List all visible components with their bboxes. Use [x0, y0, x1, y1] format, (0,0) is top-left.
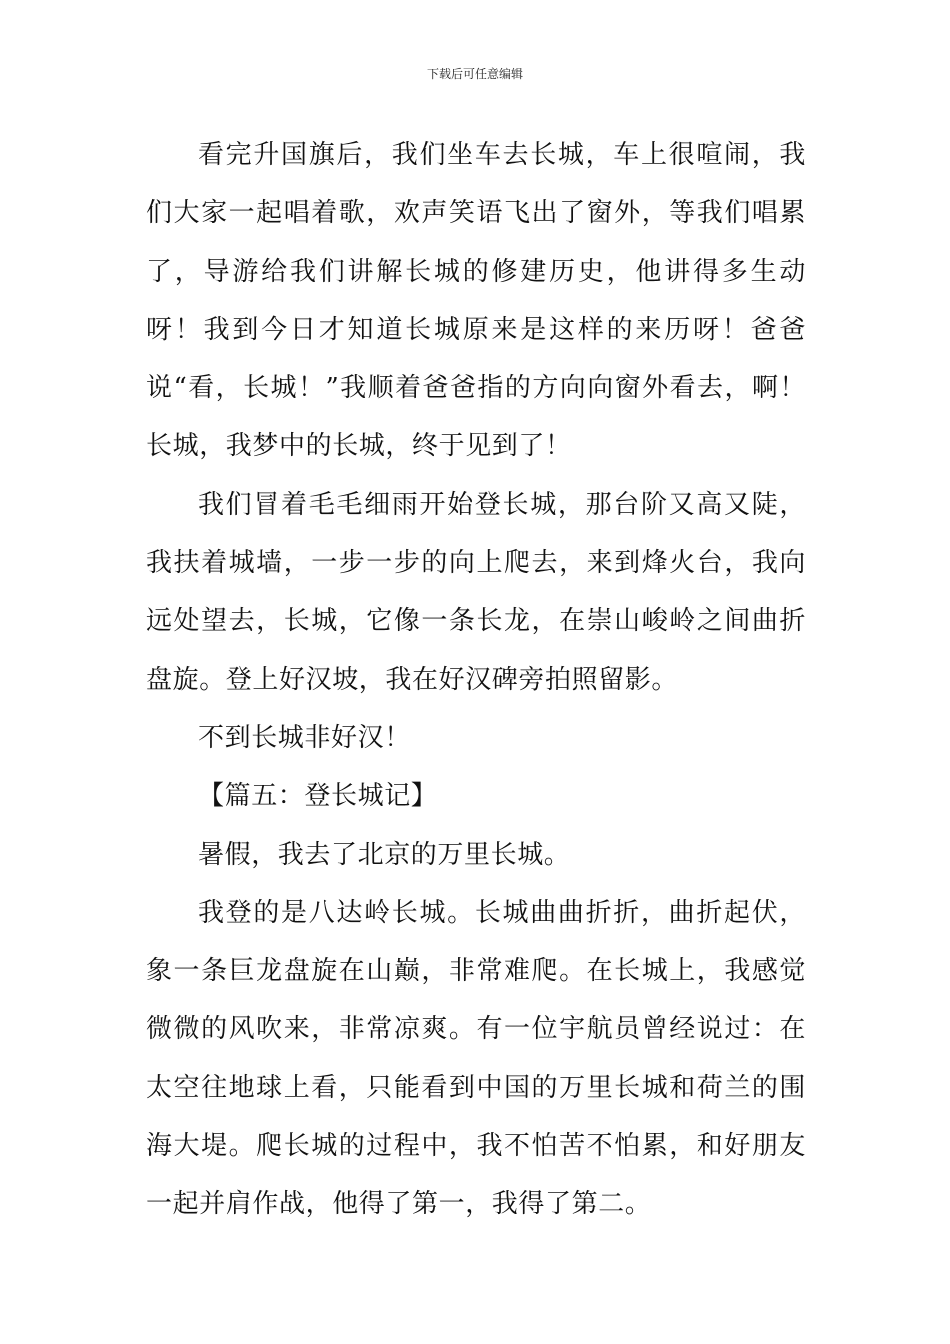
document-body	[146, 126, 806, 1234]
paragraph-badaling: 我登的是八达岭长城。长城曲曲折折，曲折起伏，象一条巨龙盘旋在山巅，非常难爬。在长城上，我感觉微微的风吹来，非常凉爽。有一位宇航员曾经说过：在太空往地球上看，只能看到中国的万里长城和荷兰的围海大堤。爬长城的过程中，我不怕苦不怕累，和好朋友一起并肩作战，他得了第一，我得了第二。	[146, 897, 806, 1220]
page-header: 下载后可任意编辑	[426, 67, 523, 81]
section-heading: 【篇五：登长城记】	[198, 781, 438, 812]
paragraph-motto: 不到长城非好汉！	[198, 722, 411, 753]
paragraph-summer: 暑假，我去了北京的万里长城。	[198, 839, 571, 870]
paragraph-climbing: 我们冒着毛毛细雨开始登长城，那台阶又高又陡，我扶着城墙，一步一步的向上爬去，来到烽火台，我向远处望去，长城，它像一条长龙，在崇山峻岭之间曲折盘旋。登上好汉坡，我在好汉碑旁拍照留影。	[146, 489, 806, 695]
paragraph-bus-ride: 看完升国旗后，我们坐车去长城，车上很喧闹，我们大家一起唱着歌，欢声笑语飞出了窗外，等我们唱累了，导游给我们讲解长城的修建历史，他讲得多生动呀！我到今日才知道长城原来是这样的来历呀！爸爸说“看，长城！”我顺着爸爸指的方向向窗外看去，啊！长城，我梦中的长城，终于见到了！	[146, 140, 806, 462]
